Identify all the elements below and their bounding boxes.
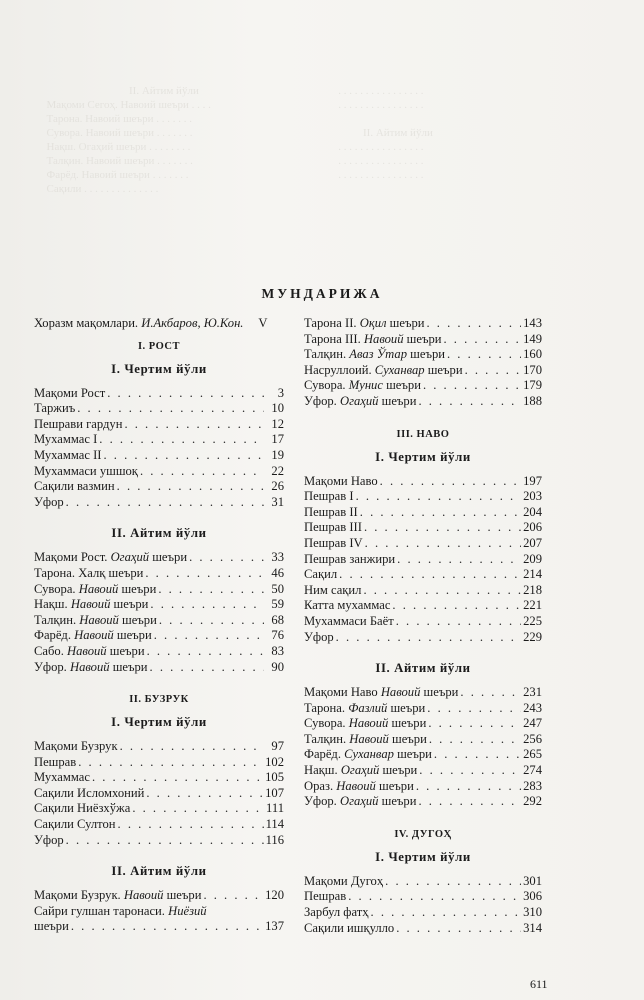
toc-entry-title: Мақоми Рост. Огаҳий шеъри xyxy=(34,550,188,565)
toc-page-number: 197 xyxy=(523,473,542,488)
toc-entry[interactable] xyxy=(34,597,284,613)
section-heading: I. РОСТ xyxy=(137,340,181,352)
toc-entry[interactable] xyxy=(34,817,284,833)
toc-entry-title: Уфор. Огаҳий шеъри xyxy=(304,794,417,809)
dot-leader xyxy=(117,479,264,495)
dot-leader xyxy=(427,316,522,332)
toc-page-number: 160 xyxy=(523,347,542,362)
toc-entry-title: Сабо. Навоий шеъри xyxy=(34,643,145,658)
toc-right-column xyxy=(304,316,542,936)
toc-entry[interactable] xyxy=(304,332,542,348)
toc-page-number: 204 xyxy=(523,504,542,519)
toc-page-number: 90 xyxy=(271,659,284,674)
toc-page-number: 46 xyxy=(271,565,284,580)
dot-leader xyxy=(364,520,521,536)
toc-entry[interactable] xyxy=(304,520,542,536)
toc-page-number: 120 xyxy=(265,888,284,903)
toc-entry-title: Сайри гулшан таронаси. Ниёзий xyxy=(34,903,207,918)
toc-entry-title: Пешрав IV xyxy=(304,535,363,550)
toc-entry-title: Сувора. Мунис шеъри xyxy=(304,378,421,393)
dot-leader xyxy=(428,716,521,732)
dot-leader xyxy=(147,644,264,660)
dot-leader xyxy=(99,432,264,448)
dot-leader xyxy=(465,363,522,379)
toc-entry[interactable] xyxy=(34,464,284,480)
toc-entry-title: Тарона III. Навоий шеъри xyxy=(304,331,442,346)
subsection-heading: I. Чертим йўли xyxy=(375,449,471,464)
toc-page-number: 114 xyxy=(265,817,284,832)
dot-leader xyxy=(392,598,521,614)
toc-page-number: 179 xyxy=(523,378,542,393)
dot-leader xyxy=(92,770,263,786)
toc-entry[interactable] xyxy=(304,905,542,921)
toc-entry[interactable] xyxy=(34,833,284,849)
subsection-heading: II. Айтим йўли xyxy=(111,864,207,879)
toc-entry[interactable] xyxy=(304,394,542,410)
toc-entry[interactable] xyxy=(34,495,284,511)
toc-entry-title: Тарона. Халқ шеъри xyxy=(34,565,144,580)
toc-entry[interactable] xyxy=(304,732,542,748)
dot-leader xyxy=(78,755,263,771)
toc-page-number: 283 xyxy=(523,778,542,793)
toc-entry-title: Сувора. Навоий шеъри xyxy=(34,581,157,596)
toc-entry-title: Пешрав I xyxy=(304,489,354,504)
dot-leader xyxy=(416,779,521,795)
dot-leader xyxy=(419,763,521,779)
toc-page-number: 214 xyxy=(523,567,542,582)
dot-leader xyxy=(203,888,263,904)
dot-leader xyxy=(423,378,521,394)
toc-entry-title: Пешрави гардун xyxy=(34,416,123,431)
dot-leader xyxy=(132,801,264,817)
toc-entry-title: Пешрав xyxy=(304,889,347,904)
toc-entry-title: Уфор xyxy=(34,832,64,847)
toc-entry[interactable] xyxy=(304,874,542,890)
toc-list xyxy=(304,474,542,646)
dot-leader xyxy=(427,701,521,717)
toc-entry[interactable] xyxy=(304,794,542,810)
dot-leader xyxy=(397,552,521,568)
toc-entry[interactable] xyxy=(34,786,284,802)
dot-leader xyxy=(429,732,521,748)
toc-entry-title: Талқин. Навоий шеъри xyxy=(304,731,427,746)
toc-list xyxy=(34,888,284,935)
toc-page-number: 31 xyxy=(271,494,284,509)
dot-leader xyxy=(189,550,264,566)
dot-leader xyxy=(154,628,264,644)
toc-entry-title: Уфор. Навоий шеъри xyxy=(34,659,148,674)
toc-list xyxy=(34,386,284,511)
toc-page-number: 206 xyxy=(523,520,542,535)
toc-entry[interactable] xyxy=(304,583,542,599)
toc-entry-title: Ним сақил xyxy=(304,582,362,597)
toc-page-number: 17 xyxy=(271,432,284,447)
toc-entry-title: Мақоми Наво Навоий шеъри xyxy=(304,685,459,700)
toc-page-number: 105 xyxy=(265,770,284,785)
toc-entry[interactable] xyxy=(34,566,284,582)
toc-page-number: 274 xyxy=(523,763,542,778)
toc-entry[interactable] xyxy=(34,582,284,598)
toc-page-number: 116 xyxy=(265,832,284,847)
toc-entry-title: Мақоми Дугоҳ xyxy=(304,873,384,888)
toc-list xyxy=(34,550,284,675)
dot-leader xyxy=(140,464,264,480)
dot-leader xyxy=(434,747,521,763)
toc-entry-title: Мухаммаси Баёт xyxy=(304,613,394,628)
dot-leader xyxy=(360,505,521,521)
toc-entry-title: Мақоми Рост xyxy=(34,385,106,400)
toc-entry[interactable] xyxy=(304,747,542,763)
toc-entry-title: Мақоми Наво xyxy=(304,473,378,488)
toc-entry[interactable] xyxy=(34,904,284,920)
toc-entry[interactable] xyxy=(304,685,542,701)
toc-entry[interactable] xyxy=(304,630,542,646)
toc-entry[interactable] xyxy=(34,417,284,433)
toc-page-number: 12 xyxy=(271,416,284,431)
toc-entry-title: Фарёд. Суханвар шеъри xyxy=(304,747,432,762)
dot-leader xyxy=(118,817,264,833)
toc-entry-title: Талқин. Навоий шеъри xyxy=(34,612,157,627)
dot-leader xyxy=(363,583,521,599)
toc-page-number: 10 xyxy=(271,401,284,416)
subsection-heading: I. Чертим йўли xyxy=(111,361,207,376)
dot-leader xyxy=(107,386,264,402)
toc-list xyxy=(304,316,542,410)
subsection-heading: II. Айтим йўли xyxy=(375,661,471,676)
toc-page-number: 143 xyxy=(523,316,542,330)
toc-entry[interactable] xyxy=(34,660,284,676)
toc-entry-title: Мухаммаси ушшоқ xyxy=(34,463,138,478)
toc-entry-title: Мақоми Бузрук xyxy=(34,739,118,754)
toc-entry-title: Пешрав xyxy=(34,754,77,769)
toc-entry[interactable] xyxy=(34,888,284,904)
toc-page-number: 59 xyxy=(271,597,284,612)
toc-list xyxy=(34,739,284,848)
dot-leader xyxy=(66,833,264,849)
dot-leader xyxy=(348,889,521,905)
dot-leader xyxy=(103,448,264,464)
toc-entry[interactable] xyxy=(34,644,284,660)
dot-leader xyxy=(447,347,521,363)
subsection-heading: I. Чертим йўли xyxy=(111,715,207,730)
toc-entry[interactable] xyxy=(34,401,284,417)
toc-entry[interactable] xyxy=(304,763,542,779)
toc-entry[interactable] xyxy=(34,755,284,771)
toc-list xyxy=(304,685,542,810)
toc-page-number: 170 xyxy=(523,362,542,377)
toc-entry[interactable] xyxy=(304,489,542,505)
toc-page-number: 111 xyxy=(266,801,284,816)
toc-entry-title: Уфор xyxy=(34,494,64,509)
toc-entry-title: Сақили ишқулло xyxy=(304,920,395,935)
toc-entry-title: Насруллоий. Суханвар шеъри xyxy=(304,362,463,377)
dot-leader xyxy=(158,582,264,598)
toc-entry-title: Мухаммас xyxy=(34,770,90,785)
toc-entry-title: Пешрав занжири xyxy=(304,551,396,566)
dot-leader xyxy=(145,566,264,582)
toc-page-number: 229 xyxy=(523,629,542,644)
toc-entry[interactable] xyxy=(304,598,542,614)
toc-entry-title: Мухаммас II xyxy=(34,447,102,462)
dot-leader xyxy=(396,614,521,630)
toc-entry[interactable] xyxy=(34,628,284,644)
toc-entry[interactable] xyxy=(304,567,542,583)
toc-page-number: 19 xyxy=(271,447,284,462)
page-number: 611 xyxy=(530,977,548,991)
toc-entry-title: Ораз. Навоий шеъри xyxy=(304,778,414,793)
subsection-heading: I. Чертим йўли xyxy=(375,849,471,864)
toc-page-number: 292 xyxy=(523,794,542,809)
dot-leader xyxy=(150,597,264,613)
toc-page-number: 265 xyxy=(523,747,542,762)
toc-entry-title: Пешрав III xyxy=(304,520,362,535)
toc-page-number: 310 xyxy=(523,905,542,920)
toc-page-number: 149 xyxy=(523,331,542,346)
dot-leader xyxy=(71,919,263,935)
section-heading: III. НАВО xyxy=(396,428,450,440)
toc-entry[interactable] xyxy=(304,889,542,905)
toc-entry[interactable] xyxy=(304,614,542,630)
toc-entry-title: Тарона. Фазлий шеъри xyxy=(304,700,426,715)
toc-entry-title: Сақили Ниёзхўжа xyxy=(34,801,131,816)
toc-entry[interactable] xyxy=(34,801,284,817)
toc-entry-title: Талқин. Аваз Ўтар шеъри xyxy=(304,347,445,362)
dot-leader xyxy=(339,567,521,583)
toc-page-number: 137 xyxy=(265,919,284,934)
dot-leader xyxy=(418,394,521,410)
toc-entry[interactable] xyxy=(304,716,542,732)
toc-entry[interactable] xyxy=(34,448,284,464)
toc-page-number: 231 xyxy=(523,685,542,700)
dot-leader xyxy=(444,332,522,348)
toc-entry-title: Сувора. Навоий шеъри xyxy=(304,716,427,731)
toc-entry[interactable] xyxy=(34,432,284,448)
toc-page-number: 97 xyxy=(271,739,284,754)
toc-page-number: 26 xyxy=(271,479,284,494)
toc-page-number: 314 xyxy=(523,920,542,935)
toc-page-number: 209 xyxy=(523,551,542,566)
dot-leader xyxy=(365,536,521,552)
toc-entry[interactable] xyxy=(304,505,542,521)
dot-leader xyxy=(159,613,264,629)
toc-entry-title: Уфор xyxy=(304,629,334,644)
dot-leader xyxy=(380,474,521,490)
toc-entry[interactable] xyxy=(304,779,542,795)
toc-entry[interactable] xyxy=(34,739,284,755)
toc-page-number: 203 xyxy=(523,489,542,504)
toc-entry-title: Таржиъ xyxy=(34,401,76,416)
dot-leader xyxy=(396,921,521,937)
dot-leader xyxy=(356,489,522,505)
toc-page-number: 306 xyxy=(523,889,542,904)
dot-leader xyxy=(120,739,264,755)
toc-page-number: 33 xyxy=(271,550,284,565)
toc-page-number: 50 xyxy=(271,581,284,596)
toc-entry[interactable] xyxy=(304,474,542,490)
section-heading: II. БУЗРУК xyxy=(129,694,189,706)
toc-entry[interactable] xyxy=(304,536,542,552)
toc-list xyxy=(304,874,542,936)
bleed-through-left: II. Айтим йўли Мақоми Сегоҳ. Навоий шеъри . . . . Тарона. Навоий шеъри . . . . . . . Сувора. Навоий шеъри . . . . . . . Нақш. Огаҳий шеъри . . . . . . . . Талқин. Навоий шеъри . . . . . . . Фарёд. Навоий шеъри . . . . . . . Сақили . . . . . . . . . . . . . . xyxy=(46,85,211,195)
toc-entry[interactable] xyxy=(34,550,284,566)
toc-page-number: 188 xyxy=(523,393,542,408)
section-heading: IV. ДУГОҲ xyxy=(394,828,452,840)
dot-leader xyxy=(371,905,522,921)
toc-entry-title: Уфор. Огаҳий шеъри xyxy=(304,393,417,408)
bleed-through-right: . . . . . . . . . . . . . . . . . . . . . . . . . . . . . . . . II. Айтим йўли . . . . . . . . . . . . . . . . . . . . . . . . . . . . . . . . . . . . . . . . . . . . . . . . xyxy=(338,85,433,181)
toc-entry[interactable] xyxy=(304,701,542,717)
toc-entry-title: Нақш. Огаҳий шеъри xyxy=(304,763,418,778)
toc-page-number: 221 xyxy=(523,598,542,613)
toc-entry-title: шеъри xyxy=(34,919,69,934)
toc-entry[interactable] xyxy=(34,770,284,786)
toc-page-number: 102 xyxy=(265,754,284,769)
toc-intro-entry[interactable]: Хоразм мақомлари. И.Акбаров, Ю.Кон. V xyxy=(34,316,268,330)
toc-entry-title: Мақоми Бузрук. Навоий шеъри xyxy=(34,888,202,903)
page-title: МУНДАРИЖА xyxy=(261,286,383,301)
toc-left-column xyxy=(34,316,284,935)
toc-entry[interactable] xyxy=(34,613,284,629)
toc-page-number: 22 xyxy=(271,463,284,478)
toc-entry-title: Нақш. Навоий шеъри xyxy=(34,597,149,612)
toc-page-number: 247 xyxy=(523,716,542,731)
toc-page-number: 76 xyxy=(271,628,284,643)
toc-page-number: 243 xyxy=(523,700,542,715)
dot-leader xyxy=(146,786,263,802)
toc-page-number: 107 xyxy=(265,785,284,800)
toc-entry[interactable] xyxy=(304,347,542,363)
toc-page-number: 207 xyxy=(523,535,542,550)
toc-entry-title: Сақил xyxy=(304,567,338,582)
toc-page-number: 218 xyxy=(523,582,542,597)
toc-page-number: 68 xyxy=(271,612,284,627)
toc-entry[interactable] xyxy=(304,552,542,568)
toc-entry-title: Катта мухаммас xyxy=(304,598,391,613)
dot-leader xyxy=(460,685,521,701)
dot-leader xyxy=(150,660,264,676)
toc-entry[interactable] xyxy=(34,479,284,495)
toc-entry[interactable] xyxy=(34,386,284,402)
dot-leader xyxy=(124,417,264,433)
toc-page-number: 301 xyxy=(523,873,542,888)
toc-entry-title: Зарбул фатҳ xyxy=(304,905,369,920)
dot-leader xyxy=(385,874,521,890)
toc-page-number: 256 xyxy=(523,731,542,746)
toc-entry[interactable] xyxy=(304,378,542,394)
toc-entry[interactable] xyxy=(304,363,542,379)
dot-leader xyxy=(336,630,521,646)
toc-entry-title: Пешрав II xyxy=(304,504,358,519)
toc-entry-title: Сақили Исломхоний xyxy=(34,785,145,800)
toc-page-number: 225 xyxy=(523,613,542,628)
toc-entry[interactable] xyxy=(304,316,542,332)
toc-entry-title: Тарона II. Оқил шеъри xyxy=(304,316,425,330)
toc-page-number: 83 xyxy=(271,643,284,658)
toc-entry[interactable] xyxy=(34,919,284,935)
toc-entry-title: Мухаммас I xyxy=(34,432,98,447)
toc-entry-title: Сақили Султон xyxy=(34,817,116,832)
toc-entry-title: Фарёд. Навоий шеъри xyxy=(34,628,152,643)
toc-entry[interactable] xyxy=(304,921,542,937)
dot-leader xyxy=(418,794,521,810)
subsection-heading: II. Айтим йўли xyxy=(111,526,207,541)
dot-leader xyxy=(66,495,264,511)
toc-entry-title: Сақили вазмин xyxy=(34,479,115,494)
dot-leader xyxy=(77,401,264,417)
toc-page-number: 3 xyxy=(277,385,284,400)
